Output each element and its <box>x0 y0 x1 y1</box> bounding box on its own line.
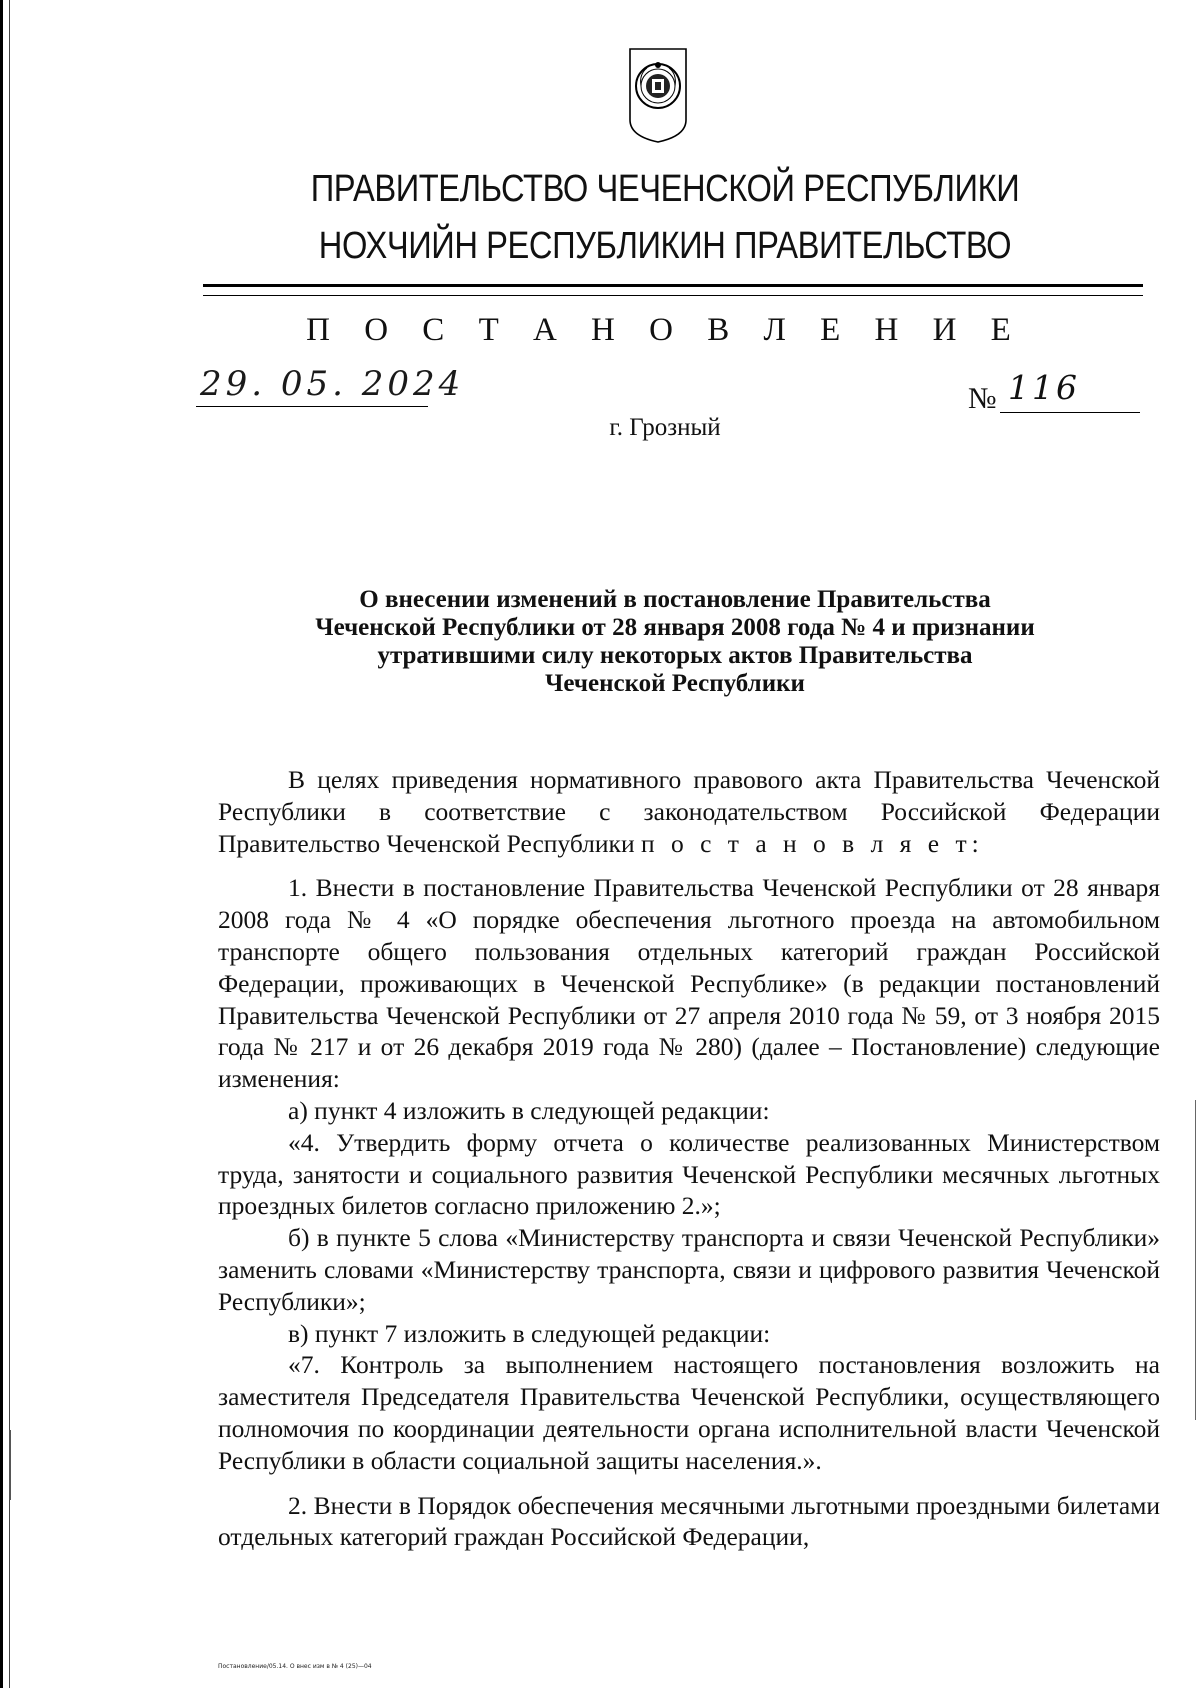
heading-line: утратившими силу некоторых актов Правительства <box>377 642 973 669</box>
government-title-chechen: НОХЧИЙН РЕСПУБЛИКИН ПРАВИТЕЛЬСТВО <box>318 225 1012 267</box>
footer-file-mark: Постановление/05.14. О внес изм в № 4 (25)—04 <box>218 1663 372 1670</box>
document-type: П О С Т А Н О В Л Е Н И Е <box>306 312 1024 348</box>
heading-line: Чеченской Республики <box>545 670 805 697</box>
document-number: 116 <box>1008 368 1080 407</box>
intro-resolves: п о с т а н о в л я е т: <box>640 828 984 858</box>
paragraph-1a-quote: «4. Утвердить форму отчета о количестве реализованных Министерством труда, занятости и социального развития Чеченской Республики месячных льготных проездных билетов согласно приложению 2.»; <box>218 1127 1160 1221</box>
document-body <box>218 764 1160 1553</box>
government-title: ПРАВИТЕЛЬСТВО ЧЕЧЕНСКОЙ РЕСПУБЛИКИ <box>310 168 1020 210</box>
header-double-rule <box>203 284 1143 296</box>
paragraph-1c: в) пункт 7 изложить в следующей редакции: <box>288 1318 771 1348</box>
date-underline <box>196 406 428 407</box>
scan-artifact-left <box>9 1430 11 1500</box>
paragraph-1a: а) пункт 4 изложить в следующей редакции: <box>288 1095 770 1125</box>
heading-line: Чеченской Республики от 28 января 2008 года № 4 и признании <box>315 614 1035 641</box>
paragraph-1c-quote: «7. Контроль за выполнением настоящего постановления возложить на заместителя Председателя Правительства Чеченской Республики, осуществляющего полномочия по координации деятельности органа исполнительной власти Чеченской Республики в области социальной защиты населения.». <box>218 1350 1160 1475</box>
paragraph-1: 1. Внести в постановление Правительства Чеченской Республики от 28 января 2008 года № 4 «О порядке обеспечения льготного проезда на автомобильном транспорте общего пользования отдельных категорий граждан Российской Федерации, проживающих в Чеченской Республике» (в редакции постановлений Правительства Чеченской Республики от 27 апреля 2010 года № 59, от 3 ноября 2015 года № 217 и от 26 декабря 2019 года № 280) (далее – Постановление) следующие изменения: <box>218 873 1160 1094</box>
intro-text: В целях приведения нормативного правового акта Правительства Чеченской Республики в соответствие с законодательством Российской Федерации Правительство Чеченской Республики <box>218 765 1160 858</box>
city: г. Грозный <box>609 414 721 441</box>
intro-paragraph <box>218 764 1160 859</box>
coat-of-arms-chechen-republic-icon <box>627 46 689 144</box>
number-label: № <box>968 382 997 415</box>
document-date: 29. 05. 2024 <box>200 364 465 404</box>
document-heading <box>225 586 1125 698</box>
scan-edge-left <box>0 0 3 1688</box>
number-underline <box>1000 412 1140 413</box>
paragraph-1b: б) в пункте 5 слова «Министерству транспорта и связи Чеченской Республики» заменить словами «Министерству транспорта, связи и цифрового развития Чеченской Республики»; <box>218 1223 1160 1316</box>
heading-line: О внесении изменений в постановление Правительства <box>359 586 991 613</box>
paragraph-2: 2. Внести в Порядок обеспечения месячными льготными проездными билетами отдельных категорий граждан Российской Федерации, <box>218 1490 1160 1552</box>
scan-artifact-right <box>1195 1100 1196 1420</box>
